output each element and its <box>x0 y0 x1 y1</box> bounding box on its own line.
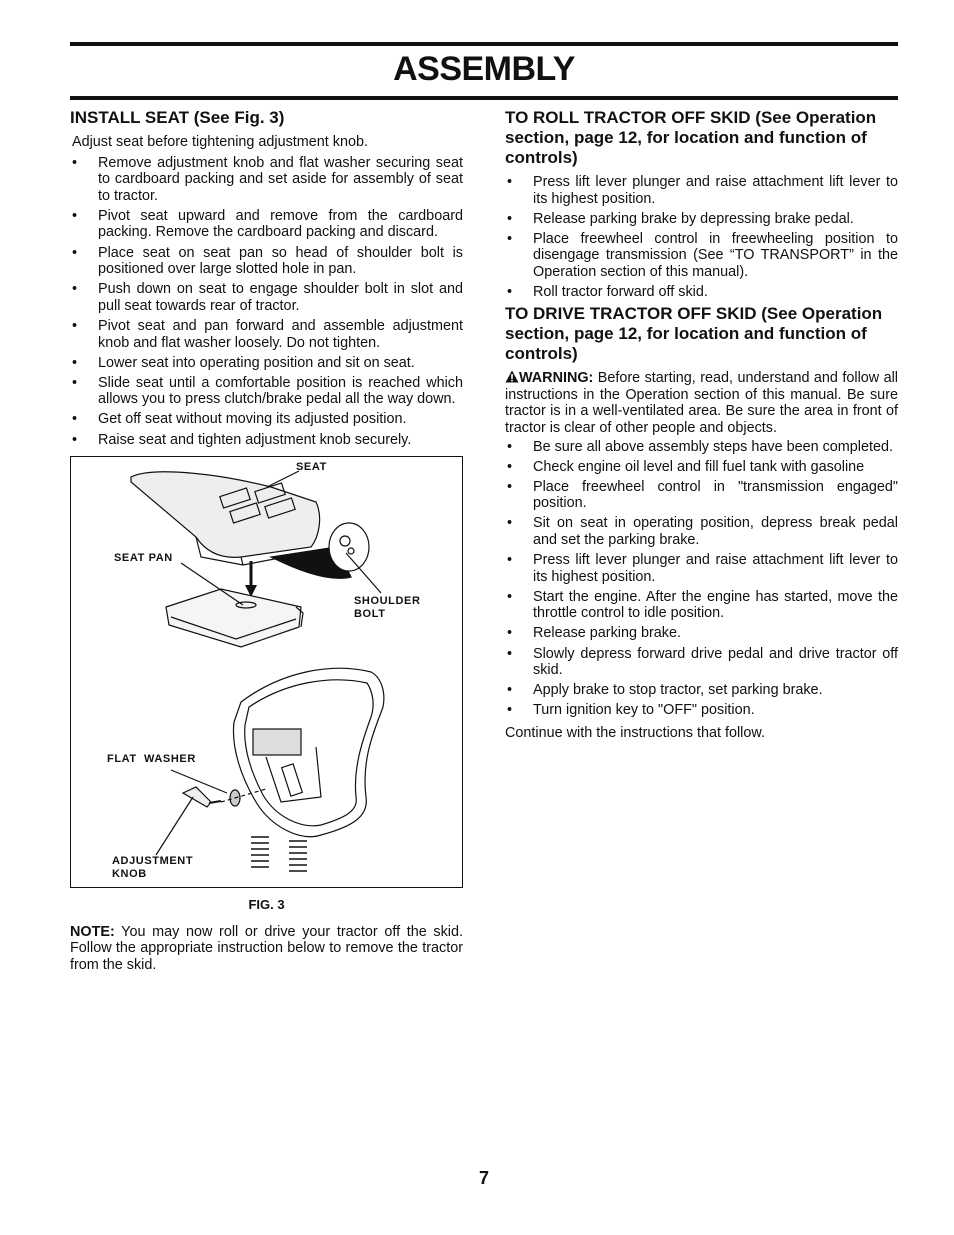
warning-text: Before starting, read, understand and follow all instructions in the Operation section of this manual. Be sure tractor is in a well-ventilated area. Be sure the area in front of tractor is clear of other people and objects. <box>505 370 898 436</box>
list-item: • Sit on seat in operating position, depress break pedal and set the parking brake. <box>505 515 898 548</box>
list-item: • Pivot seat upward and remove from the cardboard packing. Remove the cardboard packing and discard. <box>70 208 463 241</box>
warning-label: WARNING: <box>519 370 594 387</box>
seat-pan-label: SEAT PAN <box>114 552 173 565</box>
seat-label: SEAT <box>296 461 327 474</box>
drive-off-steps <box>505 439 898 719</box>
adjustment-knob-label-line2: KNOB <box>112 868 147 881</box>
roll-off-steps <box>505 174 898 301</box>
list-item: • Place freewheel control in freewheeling position to disengage transmission (See “TO TRANSPORT” in the Operation section of this manual). <box>505 231 898 281</box>
install-seat-heading: INSTALL SEAT (See Fig. 3) <box>70 108 285 127</box>
roll-off-heading: TO ROLL TRACTOR OFF SKID (See Operation section, page 12, for location and function of controls) <box>505 108 877 167</box>
shoulder-bolt-label-line1: SHOULDER <box>354 595 421 608</box>
warning-triangle-icon <box>505 370 519 383</box>
list-item: • Press lift lever plunger and raise attachment lift lever to its highest position. <box>505 552 898 585</box>
list-item: • Slowly depress forward drive pedal and drive tractor off skid. <box>505 646 898 679</box>
figure-caption: FIG. 3 <box>248 897 285 913</box>
page-number: 7 <box>478 1168 489 1188</box>
list-item: • Get off seat without moving its adjusted position. <box>70 411 463 428</box>
note-paragraph <box>70 924 463 974</box>
page-title: ASSEMBLY <box>393 50 575 88</box>
shoulder-bolt-label-line2: BOLT <box>354 608 386 621</box>
install-seat-intro: Adjust seat before tightening adjustment knob. <box>72 134 368 150</box>
list-item: • Release parking brake. <box>505 625 898 642</box>
list-item: • Slide seat until a comfortable position is reached which allows you to press clutch/brake pedal all the way down. <box>70 375 463 408</box>
right-column <box>505 108 898 742</box>
adjustment-knob-label-line1: ADJUSTMENT <box>112 855 194 868</box>
title-underline <box>70 96 898 100</box>
flat-washer-label: FLAT WASHER <box>107 753 196 766</box>
install-seat-steps <box>70 155 463 449</box>
list-item: • Lower seat into operating position and sit on seat. <box>70 355 463 372</box>
seat-assembly-drawing <box>71 457 462 887</box>
list-item: • Apply brake to stop tractor, set parking brake. <box>505 682 898 699</box>
list-item: • Remove adjustment knob and flat washer securing seat to cardboard packing and set aside for assembly of seat to tractor. <box>70 155 463 205</box>
continue-text: Continue with the instructions that follow. <box>505 724 765 741</box>
list-item: • Press lift lever plunger and raise attachment lift lever to its highest position. <box>505 174 898 207</box>
list-item: • Turn ignition key to "OFF" position. <box>505 702 898 719</box>
list-item: • Release parking brake by depressing brake pedal. <box>505 211 898 228</box>
list-item: • Be sure all above assembly steps have been completed. <box>505 439 898 456</box>
list-item: • Check engine oil level and fill fuel tank with gasoline <box>505 459 898 476</box>
warning-paragraph <box>505 370 898 436</box>
left-column <box>70 108 463 973</box>
list-item: • Pivot seat and pan forward and assemble adjustment knob and flat washer loosely. Do not tighten. <box>70 318 463 351</box>
list-item: • Place seat on seat pan so head of shoulder bolt is positioned over large slotted hole in pan. <box>70 245 463 278</box>
figure-3-illustration <box>70 456 463 888</box>
list-item: • Place freewheel control in "transmission engaged" position. <box>505 479 898 512</box>
drive-off-heading: TO DRIVE TRACTOR OFF SKID (See Operation section, page 12, for location and function of controls) <box>505 304 883 364</box>
list-item: • Start the engine. After the engine has started, move the throttle control to idle position. <box>505 589 898 622</box>
list-item: • Push down on seat to engage shoulder bolt in slot and pull seat towards rear of tractor. <box>70 281 463 314</box>
note-text: You may now roll or drive your tractor off the skid. Follow the appropriate instruction below to remove the tractor from the skid. <box>70 923 463 973</box>
note-label: NOTE: <box>70 923 115 940</box>
list-item: • Raise seat and tighten adjustment knob securely. <box>70 432 463 449</box>
list-item: • Roll tractor forward off skid. <box>505 284 898 301</box>
top-rule <box>70 42 898 46</box>
